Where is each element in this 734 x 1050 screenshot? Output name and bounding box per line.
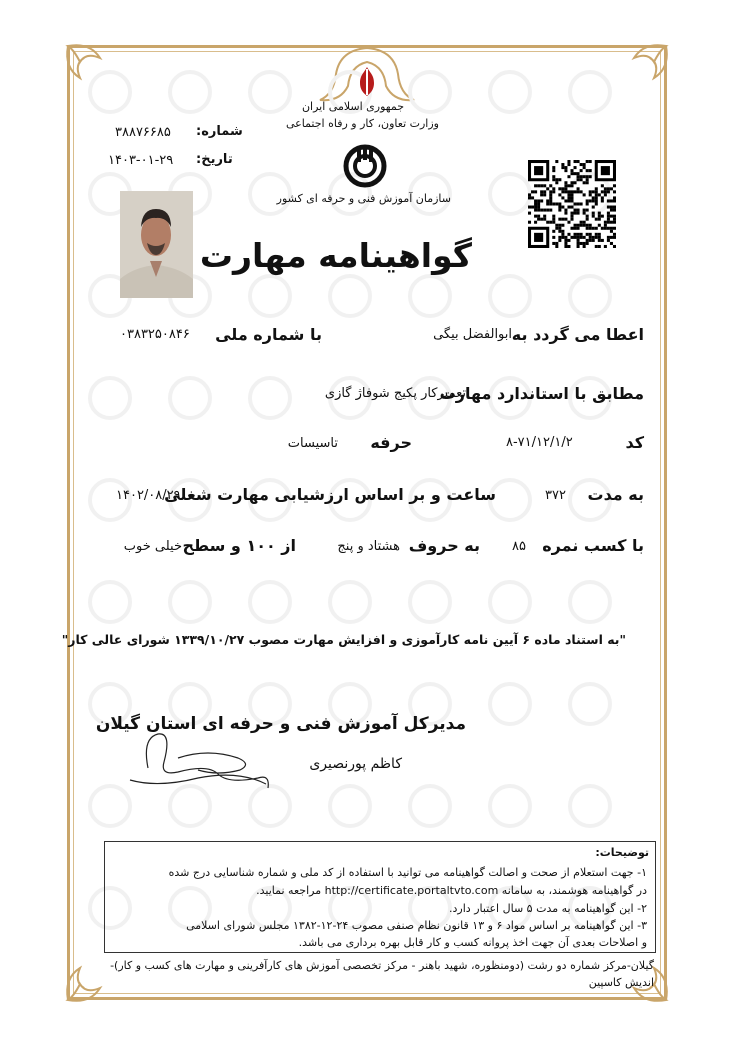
watermark-logo-icon [248,70,292,114]
watermark-logo-icon [408,784,452,828]
watermark-logo-icon [488,682,532,726]
certificate-title: گواهینامه مهارت [199,236,472,275]
watermark-logo-icon [488,70,532,114]
country-name: جمهوری اسلامی ایران [301,100,404,113]
hours-value: ۳۷۲ [545,488,566,503]
date-value: ۱۴۰۳-۰۱-۲۹ [108,153,174,168]
hours-label: ساعت و بر اساس ارزشیابی مهارت شغلی [164,485,496,504]
notes-box [104,841,656,953]
watermark-logo-icon [408,274,452,318]
watermark-logo-icon [408,70,452,114]
watermark-logo-icon [568,784,612,828]
regulation-text: "به استناد ماده ۶ آیین نامه کارآموزی و افزایش مهارت مصوب ۱۳۳۹/۱۰/۲۷ شورای عالی کار" [61,632,626,647]
watermark-logo-icon [488,580,532,624]
number-label: شماره: [196,124,243,139]
code-value: ۸-۷۱/۱۲/۱/۲ [506,435,573,450]
standard-value: تعمیرکار پکیج شوفاژ گازی [324,386,466,401]
corner-ornament-icon [614,38,674,98]
watermark-logo-icon [168,376,212,420]
score-words-value: هشتاد و پنج [337,539,400,554]
duration-label: به مدت [587,485,644,504]
watermark-logo-icon [328,784,372,828]
watermark-logo-icon [328,274,372,318]
code-label: کد [625,433,644,452]
note-line: ۳- این گواهینامه بر اساس مواد ۶ و ۱۳ قانون نظام صنفی مصوب ۲۴-۱۲-۱۳۸۲ مجلس شورای اسلامی [186,919,647,932]
footer-line: گیلان-مرکز شماره دو رشت (دومنظوره، شهید باهنر - مرکز تخصصی آموزش های کارآفرینی و مهارت های کسب و کار)- [110,959,654,972]
national-id-label: با شماره ملی [215,325,322,344]
watermark-logo-icon [488,784,532,828]
holder-name: ابوالفضل بیگی [433,327,512,342]
notes-heading: توضیحات: [595,846,649,859]
granted-label: اعطا می گردد به [511,325,644,344]
watermark-logo-icon [168,580,212,624]
watermark-logo-icon [88,580,132,624]
organization-name: سازمان آموزش فنی و حرفه ای کشور [276,192,451,205]
signatory-name: کاظم پورنصیری [309,756,402,772]
note-line: در گواهینامه هوشمند، به سامانه http://certificate.portaltvto.com مراجعه نمایید. [256,884,647,897]
level-label: از ۱۰۰ و سطح [182,536,296,555]
standard-label: مطابق با استاندارد مهارت [439,384,644,403]
footer-line: اندیش کاسپین [588,976,654,989]
national-id-value: ۰۳۸۳۲۵۰۸۴۶ [120,327,190,342]
trade-value: تاسیسات [287,436,338,451]
watermark-logo-icon [568,274,612,318]
corner-ornament-icon [60,948,120,1008]
score-label: با کسب نمره [542,536,644,555]
ministry-name: وزارت تعاون، کار و رفاه اجتماعی [285,117,439,130]
date-label: تاریخ: [196,152,233,167]
score-words-label: به حروف [408,536,480,555]
level-value: خیلی خوب [123,539,182,554]
exam-date: ۱۴۰۲/۰۸/۲۹ [116,488,181,503]
qr-code-icon [528,160,616,248]
watermark-logo-icon [568,682,612,726]
number-value: ۳۸۸۷۶۶۸۵ [115,125,171,140]
watermark-logo-icon [248,376,292,420]
watermark-logo-icon [328,580,372,624]
watermark-logo-icon [248,580,292,624]
iran-emblem-icon [352,63,382,99]
signatory-title: مدیرکل آموزش فنی و حرفه ای استان گیلان [95,714,466,734]
watermark-logo-icon [88,376,132,420]
watermark-logo-icon [168,70,212,114]
signature-mark [118,718,280,796]
note-line: و اصلاحات بعدی آن جهت اخذ پروانه کسب و کار قابل بهره برداری می باشد. [298,936,647,949]
trade-label: حرفه [370,433,412,452]
tvto-logo-icon [343,144,387,188]
note-line: ۱- جهت استعلام از صحت و اصالت گواهینامه می توانید با استفاده از کد ملی و شماره شناسایی درج شده [168,866,647,879]
watermark-logo-icon [488,274,532,318]
watermark-logo-icon [568,580,612,624]
watermark-logo-icon [88,70,132,114]
watermark-logo-icon [248,274,292,318]
person-photo-icon [120,191,193,298]
note-line: ۲- این گواهینامه به مدت ۵ سال اعتبار دارد. [449,902,647,915]
score-value: ۸۵ [512,539,526,554]
watermark-logo-icon [488,172,532,216]
watermark-logo-icon [568,70,612,114]
watermark-logo-icon [408,580,452,624]
holder-photo [120,191,193,298]
